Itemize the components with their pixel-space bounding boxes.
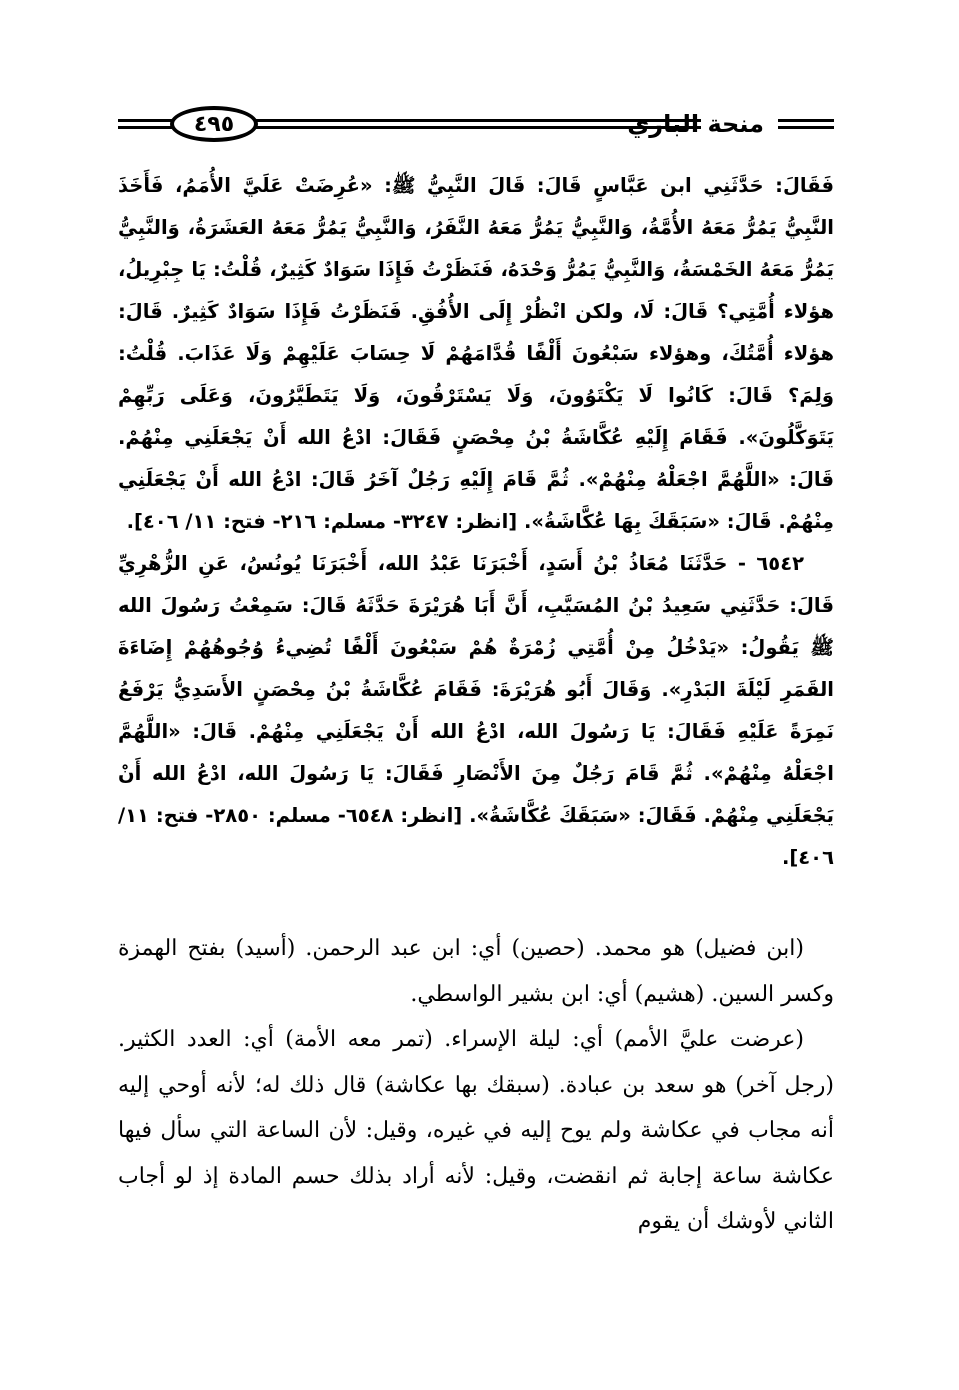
hadith-paragraph: فَقَالَ: حَدَّثَنِي ابن عَبَّاسٍ قَالَ: قَالَ النَّبِيُّ ﷺ: «عُرِضَتْ عَلَيَّ الأُمَمُ، فَأَخَذَ النَّبِيُّ يَمُرُّ مَعَهُ الأُمَّةُ، وَالنَّبِيُّ يَمُرُّ مَعَهُ النَّفَرُ، وَالنَّبِيُّ يَمُرُّ مَعَهُ العَشَرَةُ، وَالنَّبِيُّ يَمُرُّ مَعَهُ الخَمْسَةُ، وَالنَّبِيُّ يَمُرُّ وَحْدَهُ، فَنَظَرْتُ فَإِذَا سَوَادٌ كَثِيرٌ، قُلْتُ: يَا جِبْرِيلُ، هؤلاء أُمَّتِي؟ قَالَ: لَا، ولكن انْظُرْ إِلَى الأُفُقِ. فَنَظَرْتُ فَإِذَا سَوَادٌ كَثِيرٌ. قَالَ: هؤلاء أُمَّتُكَ، وهؤلاء سَبْعُونَ أَلْفًا قُدَّامَهُمْ لَا حِسَابَ عَلَيْهِمْ وَلَا عَذَابَ. قُلْتُ: وَلِمَ؟ قَالَ: كَانُوا لَا يَكْتَوُونَ، وَلَا يَسْتَرْقُونَ، وَلَا يَتَطَيَّرُونَ، وَعَلَى رَبِّهِمْ يَتَوَكَّلُونَ». فَقَامَ إِلَيْهِ عُكَّاشَةُ بْنُ مِحْصَنٍ فَقَالَ: ادْعُ الله أَنْ يَجْعَلَنِي مِنْهُمْ. قَالَ: «اللَّهُمَّ اجْعَلْهُ مِنْهُمْ». ثُمَّ قَامَ إِلَيْهِ رَجُلٌ آخَرُ قَالَ: ادْعُ الله أَنْ يَجْعَلَنِي مِنْهُمْ. قَالَ: «سَبَقَكَ بِهَا عُكَّاشَةُ». [انظر: ٣٢٤٧- مسلم: ٢١٦- فتح: ١١/ ٤٠٦].: [118, 174, 834, 533]
hadith-paragraph: ٦٥٤٢ - حَدَّثَنَا مُعَاذُ بْنُ أَسَدٍ، أَخْبَرَنَا عَبْدُ الله، أَخْبَرَنَا يُونُسُ، عَنِ الزُّهْرِيِّ قَالَ: حَدَّثَنِي سَعِيدُ بْنُ المُسَيَّبِ، أَنَّ أَبَا هُرَيْرَةَ حَدَّثَهُ قَالَ: سَمِعْتُ رَسُولَ الله ﷺ يَقُولُ: «يَدْخُلُ مِنْ أُمَّتِي زُمْرَةٌ هُمْ سَبْعُونَ أَلْفًا تُضِيءُ وُجُوهُهُمْ إِضَاءَةَ القَمَرِ لَيْلَةَ البَدْرِ». وَقَالَ أَبُو هُرَيْرَةَ: فَقَامَ عُكَّاشَةُ بْنُ مِحْصَنٍ الأَسَدِيُّ يَرْفَعُ نَمِرَةً عَلَيْهِ فَقَالَ: يَا رَسُولَ الله، ادْعُ الله أَنْ يَجْعَلَنِي مِنْهُمْ. قَالَ: «اللَّهُمَّ اجْعَلْهُ مِنْهُمْ». ثُمَّ قَامَ رَجُلٌ مِنَ الأَنْصَارِ فَقَالَ: يَا رَسُولَ الله، ادْعُ الله أَنْ يَجْعَلَنِي مِنْهُمْ. فَقَالَ: «سَبَقَكَ عُكَّاشَةُ». [انظر: ٦٥٤٨- مسلم: ٢٨٥٠- فتح: ١١/ ٤٠٦].: [118, 552, 835, 869]
header-rule-middle: [256, 119, 701, 129]
header-rule-right: [778, 119, 834, 129]
hadith-text-block: [118, 165, 834, 879]
commentary-text-block: [118, 926, 834, 1245]
commentary-paragraph: (عرضت عليَّ الأمم) أي: ليلة الإسراء. (تمر معه الأمة) أي: العدد الكثير. (رجل آخر) هو سعد بن عبادة. (سبقك بها عكاشة) قال ذلك له؛ لأنه أوحي إليه أنه مجاب في عكاشة ولم يوح إليه في غيره، وقيل: لأن الساعة التي سأل فيها عكاشة ساعة إجابة ثم انقضت، وقيل: لأنه أراد بذلك حسم المادة إذ لو أجاب الثاني لأوشك أن يقوم: [118, 1027, 834, 1234]
book-title: منحة الباري: [627, 110, 764, 138]
page-number: ٤٩٥: [170, 106, 258, 142]
header-rule-left: [118, 119, 174, 129]
page-header: [118, 100, 834, 158]
commentary-paragraph: (ابن فضيل) هو محمد. (حصين) أي: ابن عبد الرحمن. (أسيد) بفتح الهمزة وكسر السين. (هشيم) أي: ابن بشير الواسطي.: [118, 936, 834, 1007]
